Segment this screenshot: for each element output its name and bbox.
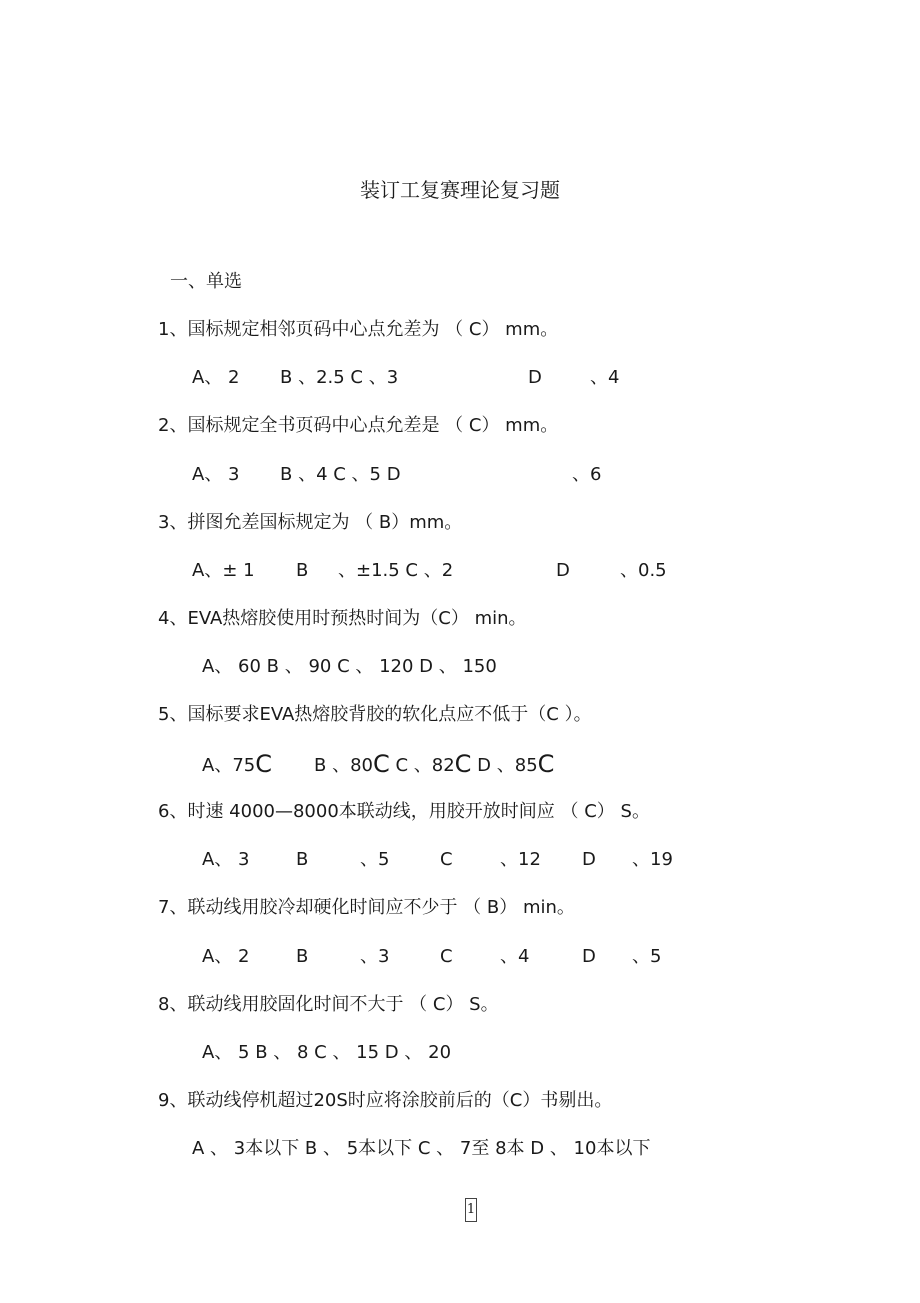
option-d-letter: D — [582, 946, 596, 967]
option-a: A、± 1 — [192, 560, 255, 581]
option-c: C 、82 — [389, 755, 455, 776]
option-a: A、 2 — [192, 367, 240, 388]
option-d: D 、85 — [471, 755, 538, 776]
option-b: B 、80 — [314, 755, 373, 776]
option-d-letter: D — [556, 560, 570, 581]
option-c-letter: C — [440, 849, 453, 870]
question-8-stem: 8、联动线用胶固化时间不大于 （ C） S。 — [158, 994, 499, 1015]
option-a: A、 3 — [202, 849, 250, 870]
option-c-value: 、12 — [500, 849, 541, 870]
question-3-stem: 3、拼图允差国标规定为 （ B）mm。 — [158, 512, 463, 533]
question-1-stem: 1、国标规定相邻页码中心点允差为 （ C） mm。 — [158, 319, 559, 340]
option-c-value: 、4 — [500, 946, 530, 967]
question-9-options — [190, 1137, 651, 1209]
option-d-value: 、4 — [590, 367, 620, 388]
option-b-letter: B — [296, 946, 309, 967]
option-b-c-d-group — [314, 751, 554, 778]
option-d-value: 、0.5 — [620, 560, 667, 581]
option-all: A、 5 B 、 8 C 、 15 D 、 20 — [202, 1042, 452, 1063]
document-title: 装订工复赛理论复习题 — [360, 178, 560, 202]
celsius-unit: C — [372, 750, 390, 778]
option-d-value: 、5 — [632, 946, 662, 967]
option-a: A、75 — [202, 755, 256, 776]
option-d-letter: D — [528, 367, 542, 388]
celsius-unit: C — [537, 750, 555, 778]
option-b-value: 、3 — [360, 946, 390, 967]
option-b-letter: B — [296, 849, 309, 870]
option-b-c: 、±1.5 C 、2 — [338, 560, 454, 581]
question-5-stem: 5、国标要求EVA热熔胶背胶的软化点应不低于（C ）。 — [158, 704, 592, 725]
page-number: 1 — [465, 1198, 477, 1222]
question-9-stem: 9、联动线停机超过20S时应将涂胶前后的（C）书剔出。 — [158, 1090, 613, 1111]
section-heading: 一、单选 — [170, 271, 242, 292]
celsius-unit: C — [255, 750, 272, 778]
question-7-stem: 7、联动线用胶冷却硬化时间应不少于 （ B） min。 — [158, 897, 575, 918]
option-all: A、 60 B 、 90 C 、 120 D 、 150 — [202, 656, 497, 677]
celsius-unit: C — [454, 750, 472, 778]
option-b-letter: B — [296, 560, 309, 581]
option-a: A、 3 — [192, 464, 240, 485]
question-4-stem: 4、EVA热熔胶使用时预热时间为（C） min。 — [158, 608, 527, 629]
option-a: A、 2 — [202, 946, 250, 967]
option-all: A 、 3本以下 B 、 5本以下 C 、 7至 8本 D 、 10本以下 — [192, 1138, 651, 1159]
option-c-letter: C — [440, 946, 453, 967]
question-2-stem: 2、国标规定全书页码中心点允差是 （ C） mm。 — [158, 415, 559, 436]
option-a-group — [202, 751, 272, 778]
option-d-value: 、19 — [632, 849, 673, 870]
option-b-c-d: B 、4 C 、5 D — [280, 464, 401, 485]
option-b-value: 、5 — [360, 849, 390, 870]
option-d-value: 、6 — [572, 464, 602, 485]
option-b-c: B 、2.5 C 、3 — [280, 367, 399, 388]
option-d-letter: D — [582, 849, 596, 870]
question-6-stem: 6、时速 4000—8000本联动线，用胶开放时间应 （ C） S。 — [158, 801, 650, 822]
